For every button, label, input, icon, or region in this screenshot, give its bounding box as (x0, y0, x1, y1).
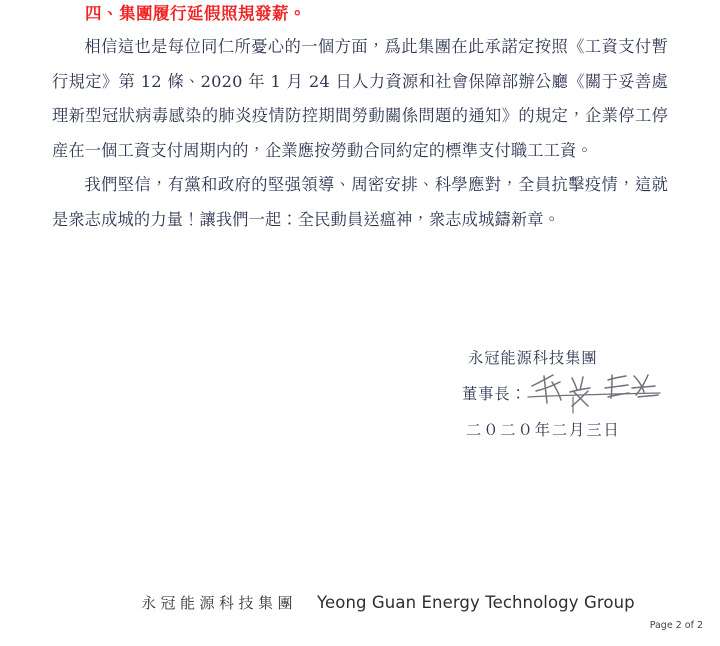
handwritten-signature-icon (526, 370, 666, 414)
signature-block (462, 340, 677, 448)
footer-company-name-en: Yeong Guan Energy Technology Group (317, 593, 635, 612)
signature-company-name: 永冠能源科技集團 (468, 349, 598, 367)
signature-date: 二０二０年二月三日 (466, 421, 621, 439)
page-number: Page 2 of 2 (649, 620, 703, 631)
document-body (52, 30, 668, 237)
section-heading: 四、集團履行延假照規發薪。 (85, 4, 306, 23)
footer-company-name-cn: 永冠能源科技集團 (141, 594, 298, 612)
page-footer (141, 592, 635, 613)
body-paragraph-2: 我們堅信，有黨和政府的堅强領導、周密安排、科學應對，全員抗擊疫情，這就是衆志成城的力量！讓我們一起：全民動員送瘟神，衆志成城鑄新章。 (52, 175, 668, 229)
body-paragraph-1: 相信這也是每位同仁所憂心的一個方面，爲此集團在此承諾定按照《工資支付暫行規定》第 12 條、2020 年 1 月 24 日人力資源和社會保障部辦公廳《關于妥善處理新型冠狀病毒感染的肺炎疫情防控期間勞動關係問題的通知》的規定，企業停工停産在一個工資支付周期内的，企業應按勞動合同約定的標準支付職工工資。 (52, 37, 668, 160)
signature-chairman-row (462, 376, 677, 412)
signature-chairman-label: 董事長： (462, 385, 527, 403)
